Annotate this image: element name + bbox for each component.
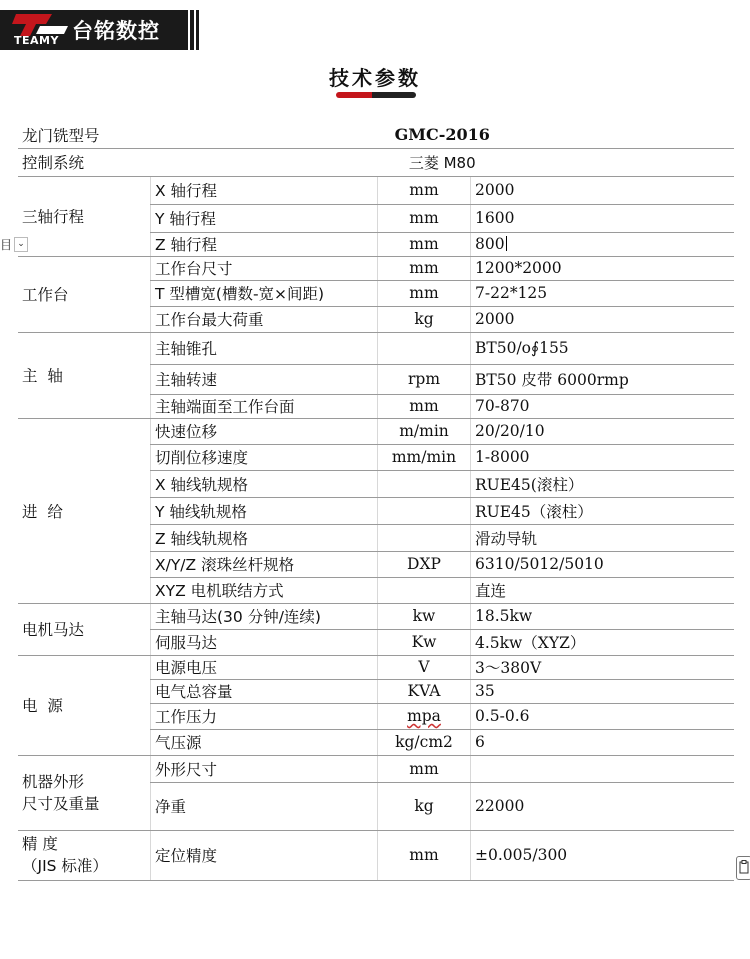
param-unit: kg: [378, 782, 471, 830]
param-name: 外形尺寸: [151, 755, 378, 782]
param-value: 22000: [471, 782, 735, 830]
param-name: Y 轴行程: [151, 204, 378, 232]
param-value: BT50/o∮155: [471, 332, 735, 364]
param-value: 0.5-0.6: [471, 703, 735, 729]
param-value: 2000: [471, 306, 735, 332]
category-label: 机器外形: [22, 772, 85, 791]
logo-mark-text: TEAMY: [14, 34, 59, 47]
param-name: Y 轴线轨规格: [151, 497, 378, 524]
spec-row: [18, 256, 734, 280]
clipboard-icon[interactable]: [736, 856, 750, 880]
param-name: 主轴端面至工作台面: [151, 394, 378, 418]
param-value: 2000: [471, 176, 735, 204]
param-name: Z 轴行程: [151, 232, 378, 256]
category-cell: 工作台: [18, 256, 151, 332]
param-value: 1-8000: [471, 444, 735, 470]
param-unit: mm: [378, 755, 471, 782]
param-value: 7-22*125: [471, 280, 735, 306]
param-name: 电气总容量: [151, 679, 378, 703]
spec-row: [18, 830, 734, 880]
param-value: 70-870: [471, 394, 735, 418]
spec-row: [18, 418, 734, 444]
param-name: 工作压力: [151, 703, 378, 729]
spec-row: [18, 755, 734, 782]
param-name: 主轴马达(30 分钟/连续): [151, 603, 378, 629]
param-unit: [378, 524, 471, 551]
param-value: 1200*2000: [471, 256, 735, 280]
param-value: 3～380V: [471, 655, 735, 679]
category-cell: 电 源: [18, 655, 151, 755]
param-value: [471, 755, 735, 782]
text-caret: [506, 236, 507, 251]
spec-table: [18, 122, 734, 881]
model-label: 龙门铣型号: [18, 122, 151, 148]
category-label: 精 度: [22, 835, 58, 853]
param-name: X 轴行程: [151, 176, 378, 204]
param-name: 定位精度: [151, 830, 378, 880]
chevron-down-icon[interactable]: ⌄: [14, 237, 28, 252]
model-row: [18, 122, 734, 148]
param-name: 电源电压: [151, 655, 378, 679]
category-cell: 电机马达: [18, 603, 151, 655]
logo-divider: [190, 10, 194, 50]
param-unit: Kw: [378, 629, 471, 655]
control-value: 三菱 M80: [151, 148, 735, 176]
param-unit: mm: [378, 176, 471, 204]
param-name: 快速位移: [151, 418, 378, 444]
param-unit: kg/cm2: [378, 729, 471, 755]
param-unit: [378, 470, 471, 497]
param-name: X 轴线轨规格: [151, 470, 378, 497]
param-value: RUE45（滚柱）: [471, 497, 735, 524]
param-unit: mm: [378, 232, 471, 256]
param-name: 净重: [151, 782, 378, 830]
logo-divider: [196, 10, 199, 50]
teamy-logo-icon: [12, 12, 70, 48]
category-cell: 三轴行程: [18, 176, 151, 256]
category-cell: 主 轴: [18, 332, 151, 418]
param-unit: mm: [378, 256, 471, 280]
category-cell: 进 给: [18, 418, 151, 603]
param-unit: kg: [378, 306, 471, 332]
param-unit: [378, 577, 471, 603]
param-value: BT50 皮带 6000rmp: [471, 364, 735, 394]
param-value: 800: [471, 232, 735, 256]
param-name: Z 轴线轨规格: [151, 524, 378, 551]
param-unit: [378, 497, 471, 524]
param-unit: mpa: [378, 703, 471, 729]
param-unit: m/min: [378, 418, 471, 444]
param-name: 切削位移速度: [151, 444, 378, 470]
param-name: 伺服马达: [151, 629, 378, 655]
param-name: 主轴锥孔: [151, 332, 378, 364]
param-value: RUE45(滚柱）: [471, 470, 735, 497]
param-unit: [378, 332, 471, 364]
param-unit: mm: [378, 394, 471, 418]
param-unit: kw: [378, 603, 471, 629]
param-unit: mm: [378, 280, 471, 306]
param-unit: V: [378, 655, 471, 679]
outline-icon[interactable]: 目: [0, 237, 13, 252]
model-value: GMC-2016: [151, 122, 735, 148]
param-unit: rpm: [378, 364, 471, 394]
param-unit: mm: [378, 830, 471, 880]
param-name: 气压源: [151, 729, 378, 755]
param-value: 4.5kw（XYZ）: [471, 629, 735, 655]
param-value: 20/20/10: [471, 418, 735, 444]
param-name: X/Y/Z 滚珠丝杆规格: [151, 551, 378, 577]
spec-row: [18, 655, 734, 679]
category-label: 尺寸及重量: [22, 794, 100, 813]
category-cell: [18, 830, 151, 880]
param-value: 18.5kw: [471, 603, 735, 629]
param-value: ±0.005/300: [471, 830, 735, 880]
category-cell: [18, 755, 151, 830]
param-name: 工作台尺寸: [151, 256, 378, 280]
param-name: 工作台最大荷重: [151, 306, 378, 332]
brand-logo: [0, 10, 188, 50]
param-unit: DXP: [378, 551, 471, 577]
category-label: （JIS 标准）: [22, 857, 108, 875]
page-title: 技术参数: [329, 66, 421, 90]
param-name: XYZ 电机联结方式: [151, 577, 378, 603]
title-underline: [336, 92, 416, 98]
spec-row: [18, 176, 734, 204]
param-name: 主轴转速: [151, 364, 378, 394]
param-value: 35: [471, 679, 735, 703]
control-label: 控制系统: [18, 148, 151, 176]
param-unit: mm/min: [378, 444, 471, 470]
param-value: 滑动导轨: [471, 524, 735, 551]
param-unit: mm: [378, 204, 471, 232]
param-name: T 型槽宽(槽数-宽×间距): [151, 280, 378, 306]
spec-row: [18, 603, 734, 629]
param-value: 直连: [471, 577, 735, 603]
control-row: [18, 148, 734, 176]
param-unit: KVA: [378, 679, 471, 703]
spec-row: [18, 332, 734, 364]
param-value: 6: [471, 729, 735, 755]
brand-name: 台铭数控: [72, 19, 160, 43]
param-value: 6310/5012/5010: [471, 551, 735, 577]
param-value: 1600: [471, 204, 735, 232]
